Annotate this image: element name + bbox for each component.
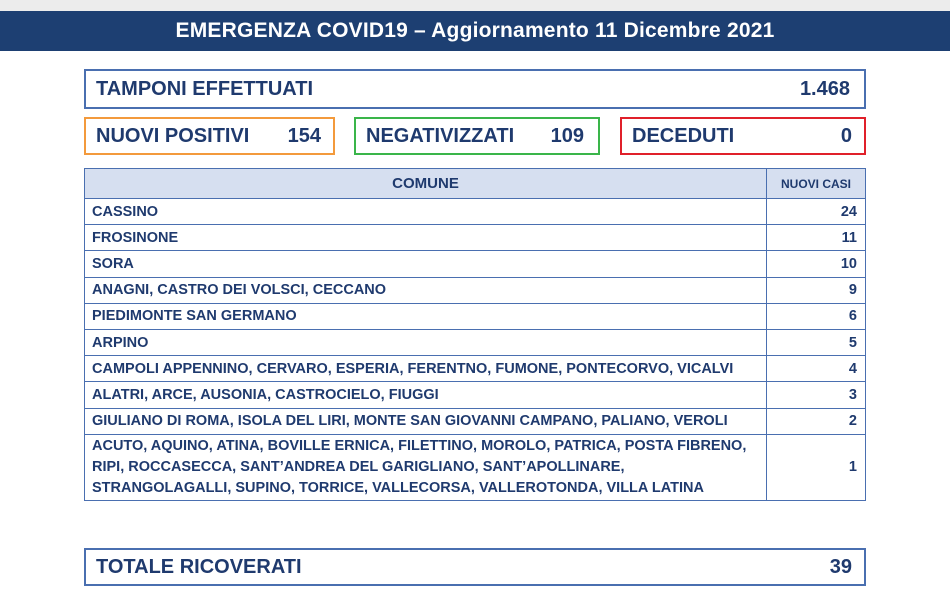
top-strip — [0, 0, 950, 11]
page-title: EMERGENZA COVID19 – Aggiornamento 11 Dicembre 2021 — [0, 11, 950, 51]
comune-cell: ANAGNI, CASTRO DEI VOLSCI, CECCANO — [85, 277, 767, 303]
comune-cell: GIULIANO DI ROMA, ISOLA DEL LIRI, MONTE SAN GIOVANNI CAMPANO, PALIANO, VEROLI — [85, 408, 767, 434]
comune-cell: ALATRI, ARCE, AUSONIA, CASTROCIELO, FIUGGI — [85, 382, 767, 408]
column-header-nuovi-casi: NUOVI CASI — [767, 169, 866, 199]
table-row — [85, 277, 866, 303]
negativizzati-value: 109 — [550, 124, 584, 147]
deceduti-label: DECEDUTI — [632, 124, 735, 147]
negativizzati-box — [354, 117, 600, 155]
nuovi-positivi-box — [84, 117, 335, 155]
table-row — [85, 408, 866, 434]
casi-cell: 5 — [767, 329, 866, 355]
casi-cell: 2 — [767, 408, 866, 434]
tamponi-value: 1.468 — [799, 77, 850, 100]
casi-cell: 3 — [767, 382, 866, 408]
table-row — [85, 251, 866, 277]
table-row — [85, 303, 866, 329]
comune-cell: ACUTO, AQUINO, ATINA, BOVILLE ERNICA, FILETTINO, MOROLO, PATRICA, POSTA FIBRENO, RIPI, ROCCASECCA, SANT’ANDREA DEL GARIGLIANO, SANT’APOLLINARE, STRANGOLAGALLI, SUPINO, TORRICE, VALLECORSA, VALLEROTONDA, VILLA LATINA — [85, 434, 767, 500]
table-header-row — [85, 169, 866, 199]
comune-cell: PIEDIMONTE SAN GERMANO — [85, 303, 767, 329]
table-row — [85, 199, 866, 225]
comune-cell: CAMPOLI APPENNINO, CERVARO, ESPERIA, FERENTNO, FUMONE, PONTECORVO, VICALVI — [85, 356, 767, 382]
casi-cell: 6 — [767, 303, 866, 329]
negativizzati-label: NEGATIVIZZATI — [366, 124, 515, 147]
ricoverati-value: 39 — [829, 555, 852, 578]
deceduti-value: 0 — [840, 124, 852, 147]
nuovi-positivi-value: 154 — [287, 124, 321, 147]
ricoverati-box — [84, 548, 866, 586]
comune-cell: SORA — [85, 251, 767, 277]
tamponi-label: TAMPONI EFFETTUATI — [96, 77, 314, 100]
table-row — [85, 382, 866, 408]
ricoverati-label: TOTALE RICOVERATI — [96, 555, 302, 578]
tamponi-box — [84, 69, 866, 109]
casi-cell: 24 — [767, 199, 866, 225]
deceduti-box — [620, 117, 866, 155]
casi-cell: 9 — [767, 277, 866, 303]
comune-cell: ARPINO — [85, 329, 767, 355]
casi-cell: 10 — [767, 251, 866, 277]
table-row — [85, 356, 866, 382]
comune-cell: FROSINONE — [85, 225, 767, 251]
casi-cell: 1 — [767, 434, 866, 500]
casi-cell: 11 — [767, 225, 866, 251]
table-row — [85, 329, 866, 355]
casi-cell: 4 — [767, 356, 866, 382]
table-row — [85, 225, 866, 251]
column-header-comune: COMUNE — [85, 169, 767, 199]
nuovi-positivi-label: NUOVI POSITIVI — [96, 124, 250, 147]
comune-cell: CASSINO — [85, 199, 767, 225]
table-row — [85, 434, 866, 500]
comuni-table — [84, 168, 866, 501]
